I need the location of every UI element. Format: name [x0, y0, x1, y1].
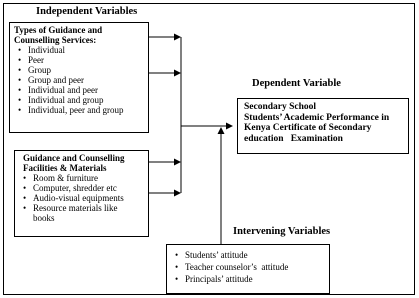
list-item: • Group and peer	[14, 75, 144, 85]
list-item: • Group	[14, 65, 144, 75]
dependent-variable-heading: Dependent Variable	[252, 78, 341, 89]
guidance-services-title-line2: Counselling Services:	[14, 35, 97, 45]
list-item-continuation: books	[33, 213, 55, 223]
list-item: • Individual	[14, 45, 144, 55]
list-item: • Individual and peer	[14, 85, 144, 95]
facilities-list	[19, 173, 144, 223]
intervening-variables-box	[166, 244, 330, 294]
list-item: • Peer	[14, 55, 144, 65]
list-item: • Room & furniture	[19, 173, 144, 183]
list-item: • Individual, peer and group	[14, 105, 144, 115]
intervening-variables-heading: Intervening Variables	[233, 226, 331, 237]
dependent-line-1: Secondary School	[244, 102, 317, 112]
list-item: • Individual and group	[14, 95, 144, 105]
facilities-title-line2: Facilities & Materials	[23, 163, 107, 173]
dependent-line-2: Students’ Academic Performance in	[244, 112, 390, 123]
list-item: • Teacher counselor’s attitude	[171, 261, 325, 273]
list-item: • Principals’ attitude	[171, 273, 325, 285]
independent-variables-heading: Independent Variables	[36, 6, 138, 17]
list-item: • Resource materials like	[19, 203, 144, 213]
dependent-variable-box	[237, 98, 409, 154]
facilities-box	[14, 150, 149, 237]
list-item: • Audio-visual equipments	[19, 193, 144, 203]
intervening-list	[171, 249, 325, 285]
dependent-line-3: Kenya Certificate of Secondary	[244, 123, 372, 133]
guidance-services-list	[14, 45, 144, 115]
list-item: • Students’ attitude	[171, 249, 325, 261]
facilities-title-line1: Guidance and Counselling	[23, 153, 125, 163]
guidance-services-box	[9, 22, 149, 133]
list-item: • Computer, shredder etc	[19, 183, 144, 193]
guidance-services-title-line1: Types of Guidance and	[14, 25, 103, 35]
dependent-line-4: education Examination	[244, 133, 343, 144]
